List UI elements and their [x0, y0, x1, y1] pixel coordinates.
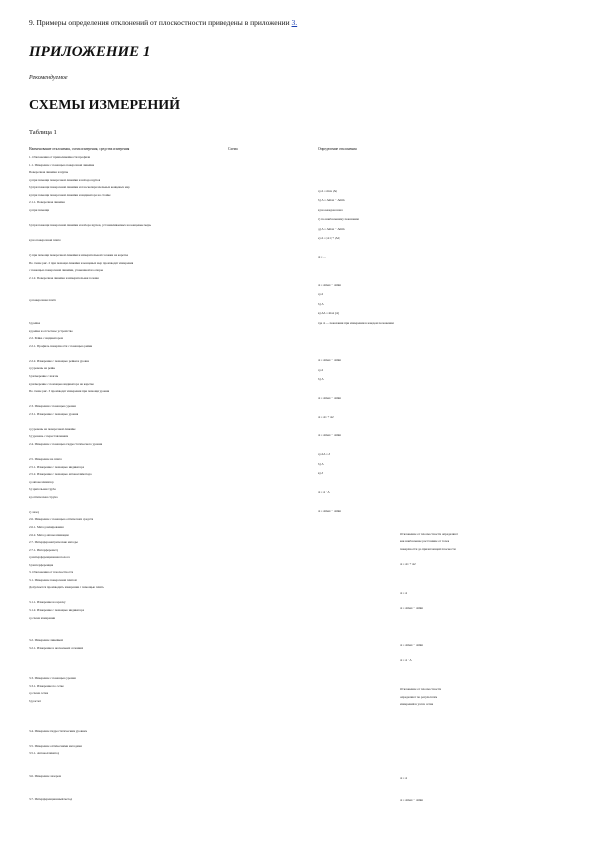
table-right-lower-line: Δ = Δmax − Δmin [400, 644, 424, 647]
table-left-line: а) автоколлиматор [29, 480, 54, 484]
table-left-line: а) схема измерения [29, 616, 56, 620]
table-left-line: 3.7. Интерференционный метод [29, 797, 73, 801]
table-left-line: б) зрительная труба [29, 488, 56, 492]
table-left-line: б) уровень с переставлением [29, 435, 69, 439]
table-right-lower-line: Δ = Δ [400, 592, 408, 596]
table-right-line: б) Δ [318, 378, 324, 381]
intro-note [29, 18, 297, 27]
table-left-line: г) лазер [29, 510, 40, 514]
table-left-line: б) интерференция [29, 563, 54, 567]
table-right-lower-line: Δ = Δ · Δ [400, 658, 412, 662]
table-right-line: б) Δ = Δmax − Δmin [318, 199, 345, 203]
table-left-line: б) расчет [29, 699, 42, 703]
table-left-line: в) на поверочной плите [29, 239, 61, 243]
appendix-title: ПРИЛОЖЕНИЕ 1 [29, 44, 151, 60]
table-column-header-scheme: Схема [228, 147, 238, 151]
table-right-lower-line: измерений в узлах сетки [400, 703, 434, 707]
table-right-line: г) по наибольшему показанию [318, 218, 360, 222]
table-right-line: а) Δ = max |Δi| [318, 190, 338, 193]
table-left-line: а) схема сетки [29, 692, 49, 696]
table-left-line: а) поверочная плита [29, 299, 57, 303]
table-right-line: а) ΔΔ = Δ [318, 453, 331, 457]
table-right-line: в) Δ [318, 472, 324, 475]
table-left-line: 2.5.1. Измерение с помощью индикатора [29, 465, 85, 469]
table-left-line: 3.1.2. Измерение с помощью индикатора [29, 609, 85, 612]
table-left-line: 3.1.1. Измерение на краску [29, 601, 66, 605]
intro-note-text: 9. Примеры определения отклонений от плоскостности приведены в приложении [29, 18, 290, 27]
table-right-lower-line: определяют по результатам [400, 695, 438, 699]
table-right-line: где Δ — показания при измерении в каждом положении [318, 321, 394, 325]
table-right-line: а) Δ [318, 293, 324, 297]
table-right-lower-line: поверхности до прилегающей плоскости [400, 547, 456, 551]
table-right-line: Δ = Δmax − Δmin [318, 284, 342, 287]
table-left-line: 3.5.1. Автоколлиматор [29, 752, 60, 756]
table-right-line: в) на каждом шаге [318, 208, 343, 212]
section-title: СХЕМЫ ИЗМЕРЕНИЙ [29, 98, 181, 113]
table-left-line: 2.2. Рейка с индикатором [29, 337, 64, 341]
table-left-line: 3.2. Измерение линейкой [29, 639, 63, 643]
table-left-line: в) оптическая струна [29, 495, 58, 499]
table-left-line: 2.6.1. Метод визирования [29, 525, 64, 529]
table-right-lower-line: Δ = Δmax − Δmin [400, 607, 424, 610]
table-left-line: 3.3.1. Измерение по сетке [29, 684, 64, 688]
table-label: Таблица 1 [29, 129, 57, 136]
table-left-line: 3.2.1. Измерение в нескольких сечениях [29, 646, 84, 650]
table-right-lower-line: Δ = Δmax − Δmin [400, 799, 424, 803]
table-left-line: в) измерение с помощью индикатора на каретке [29, 382, 94, 386]
table-left-line: 2.5.2. Измерение с помощью автоколлиматора [29, 473, 92, 477]
table-right-line: Δ = Δ · Δ [318, 490, 330, 494]
table-column-header-name: Наименование отклонения, схема измерения, средства измерения [29, 147, 130, 151]
table-left-line: 2.7.1. Интерферометр [29, 548, 59, 552]
table-right-lower-line: Δ = Δ [400, 777, 408, 781]
table-left-line: 2.1.2. Поверочная линейка и измерительная головка [29, 276, 100, 280]
table-left-line: По схеме рис. 2 при помощи линейки и концевых мер производят измерения [29, 261, 134, 265]
table-left-line: а) при помощи поверочной линейки и набора щупов [29, 178, 101, 182]
table-left-line: в) рейка и отсчетное устройство [29, 329, 73, 333]
table-left-line: в) при помощи поверочной линейки и индикатора на стойке [29, 193, 111, 197]
table-left-line: б) при помощи поверочной линейки и набора щупов, устанавливаемых на концевые меры [29, 223, 152, 227]
table-right-line: Δ = Δmax − Δmin [318, 359, 342, 363]
table-left-line: По схеме рис. 3 производят измерения при помощи уровня [29, 390, 110, 394]
table-left-line: с помощью поверочной линейки, уложенной на опоры [29, 269, 104, 273]
table-left-line: 3.4. Измерение гидростатическим уровнем [29, 729, 88, 733]
table-right-lower-line: Отклонение от плоскостности определяют [400, 533, 458, 536]
table-left-line: 2.3.1. Измерение с помощью уровня [29, 412, 79, 416]
table-right-line: д) Δ = Δmax − Δmin [318, 227, 345, 231]
table-right-line: Δ = Δmax − Δmin [318, 509, 342, 513]
table-right-line: а) Δ [318, 368, 324, 372]
table-right-line: е) Δ = |Δ1| + |Δ2| [318, 237, 340, 240]
table-right-line: в) ΔΔ = max (Δ) [318, 312, 340, 316]
table-right-lower-line: Отклонение от плоскостности [400, 688, 442, 692]
table-left-line: а) при помощи [29, 208, 50, 212]
table-left-line: 2.1.1. Поверочная линейка [29, 201, 65, 205]
table-right-line: Δ = Δ1 + Δ2 [318, 415, 334, 419]
table-left-line: Допускается производить измерения с помощью плиты [29, 586, 105, 590]
table-left-line: 1.1. Измерение с помощью поверочной линейки [29, 163, 95, 167]
table-right-line: Δ = ... [318, 255, 326, 259]
table-left-line: 3.6. Измерение лазером [29, 775, 61, 779]
table-left-line: 3.1. Измерение поверочной плитой [29, 578, 77, 582]
table-left-line: 2.7. Интерферометрические методы [29, 541, 78, 545]
table-right-line: б) Δ [318, 462, 324, 466]
table-left-line: 2.5. Измерение на плите [29, 458, 62, 461]
table-right-line: Δ = Δmax − Δmin [318, 434, 342, 438]
table-left-line: Поверочная линейка и щупы [29, 171, 69, 175]
table-left-line: а) уровень на рейке [29, 367, 56, 371]
table-left-line: 3. Отклонения от плоскостности [29, 571, 74, 575]
table-left-line: 3.5. Измерение оптическими методами [29, 744, 82, 748]
table-left-line: а) интерференционная полоса [29, 556, 70, 560]
table-left-line: 2.2.1. Профиль поверхности с помощью рейки [29, 344, 93, 348]
table-right-lower-line: как наибольшее расстояние от точек [400, 540, 450, 544]
table-left-line: а) уровень на поверочной линейке [29, 427, 76, 431]
table-right-lower-line: Δ = Δ1 + Δ2 [400, 562, 416, 566]
table-column-header-deviation: Определение отклонения [318, 147, 357, 151]
table-left-line: 1. Отклонения от прямолинейности профиля [29, 156, 91, 159]
table-left-line: г) при помощи поверочной линейки и измерительной головки на каретке [29, 254, 129, 258]
table-left-line: 3.3. Измерение с помощью уровня [29, 676, 76, 680]
table-left-line: 2.6.2. Метод автоколлимации [29, 533, 69, 537]
table-right-line: б) Δ [318, 302, 324, 306]
appendix-3-link[interactable]: 3. [291, 18, 298, 27]
appendix-status: Рекомендуемое [29, 75, 68, 81]
table-right-line: Δ = Δmax − Δmin [318, 396, 342, 400]
table-left-line: 2.3. Измерения с помощью уровня [29, 405, 76, 409]
table-left-line: 2.4. Измерение с помощью гидростатического уровня [29, 442, 103, 446]
table-left-line: б) рейка [29, 322, 41, 326]
table-left-line: б) при помощи поверочной линейки и плоскопараллельных концевых мер [29, 186, 130, 190]
table-left-line: 2.2.2. Измерение с помощью рейки и уровня [29, 359, 90, 363]
table-left-line: б) измерение с шагом [29, 374, 59, 378]
table-left-line: 2.6. Измерение с помощью оптических средств [29, 518, 94, 522]
